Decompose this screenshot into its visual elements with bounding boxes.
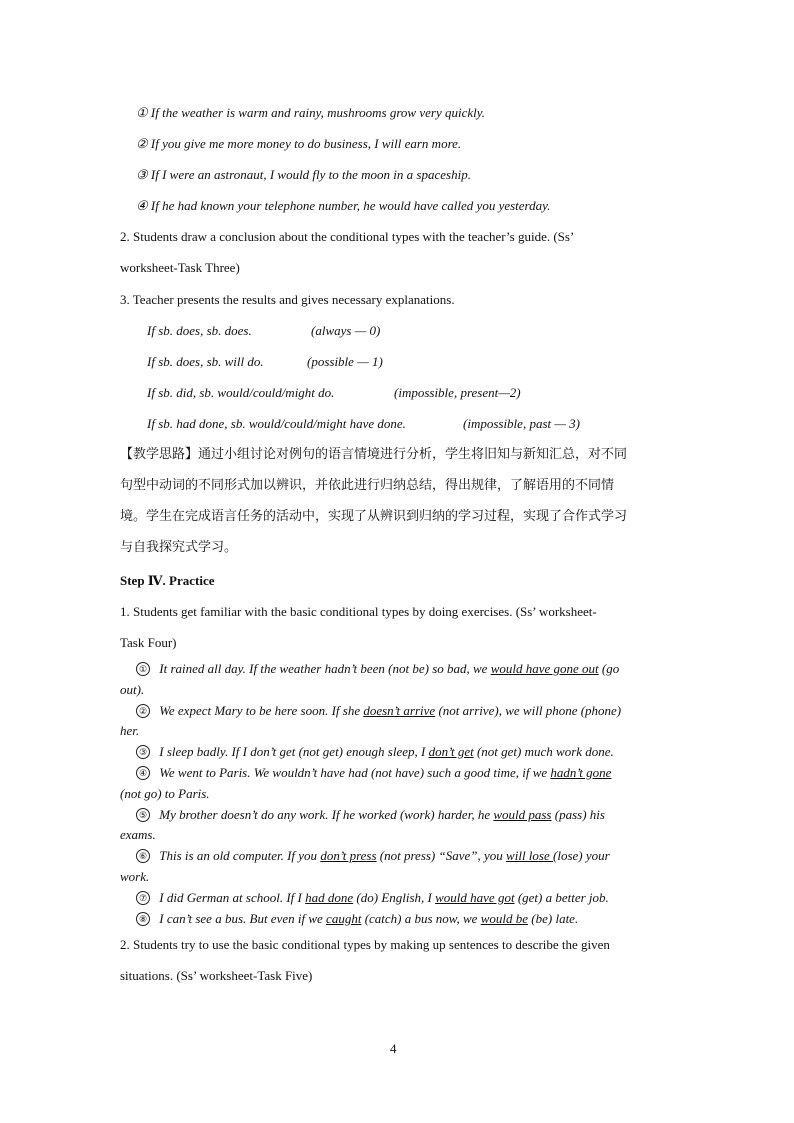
exercise-5 (136, 807, 605, 823)
rule-2-note: (impossible, present—2) (394, 385, 521, 400)
exercise-8-hint-1: (catch) a bus now, we (361, 911, 481, 926)
step2-line1: 2. Students draw a conclusion about the conditional types with the teacher’s guide. (Ss’ (120, 229, 575, 244)
exercise-6-number: ⑥ (136, 849, 150, 863)
exercise-3-answer: don’t get (428, 744, 474, 759)
exercise-6-answer-2: will lose (506, 848, 553, 863)
rule-3-note: (impossible, past — 3) (463, 416, 580, 431)
exercise-3-number: ③ (136, 745, 150, 759)
exercise-4 (136, 765, 611, 781)
exercise-6-hint-1: (not press) “Save”, you (376, 848, 507, 863)
rule-0-form: If sb. does, sb. does. (147, 323, 252, 338)
exercise-3-hint: (not get) much work done. (473, 744, 614, 759)
exercise-2-number: ② (136, 704, 150, 718)
exercise-7-answer-1: had done (305, 890, 354, 905)
example-1 (136, 105, 485, 121)
exercise-6-answer-1: don’t press (320, 848, 377, 863)
exercise-8-answer-1: caught (326, 911, 362, 926)
exercise-2-text: We expect Mary to be here soon. If she (159, 703, 364, 718)
example-2 (136, 136, 461, 152)
exercise-1-text: It rained all day. If the weather hadn’t been (not be) so bad, we (159, 661, 491, 676)
example-2-text: If you give me more money to do business, I will earn more. (150, 136, 462, 151)
exercise-8-answer-2: would be (480, 911, 529, 926)
example-1-number: ① (136, 105, 148, 120)
exercise-1-cont: out). (120, 682, 145, 697)
exercise-2-answer: doesn’t arrive (363, 703, 436, 718)
exercise-6-cont: work. (120, 869, 150, 884)
exercise-8-hint-2: (be) late. (528, 911, 579, 926)
example-2-number: ② (136, 136, 148, 151)
exercise-2-cont: her. (120, 723, 140, 738)
exercise-1-number: ① (136, 662, 150, 676)
example-4-number: ④ (136, 198, 148, 213)
example-3-number: ③ (136, 167, 148, 182)
exercise-7-hint-2: (get) a better job. (514, 890, 609, 905)
exercise-6 (136, 848, 610, 864)
rationale-line-1: 【教学思路】通过小组讨论对例句的语言情境进行分析，学生将旧知与新知汇总，对不同 (120, 447, 628, 462)
exercise-1-answer: would have gone out (490, 661, 599, 676)
exercise-8-text: I can’t see a bus. But even if we (159, 911, 327, 926)
practice1-line1: 1. Students get familiar with the basic conditional types by doing exercises. (Ss’ worksheet- (120, 604, 597, 619)
exercise-7 (136, 890, 609, 906)
example-4-text: If he had known your telephone number, he would have called you yesterday. (150, 198, 551, 213)
rule-1-form: If sb. does, sb. will do. (147, 354, 264, 369)
exercise-7-text: I did German at school. If I (159, 890, 306, 905)
example-1-text: If the weather is warm and rainy, mushrooms grow very quickly. (150, 105, 486, 120)
practice2-line1: 2. Students try to use the basic conditional types by making up sentences to describe the given (120, 937, 610, 952)
exercise-5-cont: exams. (120, 827, 156, 842)
rationale-line-3: 境。学生在完成语言任务的活动中，实现了从辨识到归纳的学习过程，实现了合作式学习 (120, 509, 628, 524)
example-4 (136, 198, 550, 214)
rule-2-form: If sb. did, sb. would/could/might do. (147, 385, 335, 400)
exercise-7-answer-2: would have got (435, 890, 515, 905)
rule-0-note: (always — 0) (311, 323, 381, 338)
rationale-line-4: 与自我探究式学习。 (120, 540, 238, 555)
rationale-line-2: 句型中动词的不同形式加以辨识，并依此进行归纳总结，得出规律，了解语用的不同情 (120, 478, 615, 493)
exercise-7-hint-1: (do) English, I (353, 890, 436, 905)
rule-1-note: (possible — 1) (307, 354, 383, 369)
practice1-line2: Task Four) (120, 635, 177, 650)
exercise-4-text: We went to Paris. We wouldn’t have had (not have) such a good time, if we (159, 765, 551, 780)
step2-line2: worksheet-Task Three) (120, 260, 240, 275)
example-3-text: If I were an astronaut, I would fly to the moon in a spaceship. (150, 167, 471, 182)
exercise-8-number: ⑧ (136, 912, 150, 926)
exercise-2 (136, 703, 621, 719)
exercise-8 (136, 911, 578, 927)
example-3 (136, 167, 471, 183)
exercise-5-answer: would pass (493, 807, 552, 822)
step3-line: 3. Teacher presents the results and gives necessary explanations. (120, 292, 455, 307)
exercise-6-text: This is an old computer. If you (159, 848, 321, 863)
exercise-3 (136, 744, 614, 760)
rule-3-form: If sb. had done, sb. would/could/might have done. (147, 416, 406, 431)
exercise-5-text: My brother doesn’t do any work. If he worked (work) harder, he (159, 807, 494, 822)
exercise-4-answer: hadn’t gone (550, 765, 612, 780)
exercise-1 (136, 661, 619, 677)
exercise-5-number: ⑤ (136, 808, 150, 822)
exercise-4-number: ④ (136, 766, 150, 780)
step-heading: Step Ⅳ. Practice (120, 573, 215, 588)
exercise-7-number: ⑦ (136, 891, 150, 905)
page-number: 4 (390, 1041, 397, 1056)
practice2-line2: situations. (Ss’ worksheet-Task Five) (120, 968, 313, 983)
exercise-2-hint: (not arrive), we will phone (phone) (435, 703, 622, 718)
exercise-3-text: I sleep badly. If I don’t get (not get) enough sleep, I (159, 744, 429, 759)
exercise-5-hint: (pass) his (551, 807, 605, 822)
exercise-1-hint: (go (598, 661, 620, 676)
exercise-6-hint-2: (lose) your (553, 848, 610, 863)
exercise-4-cont: (not go) to Paris. (120, 786, 210, 801)
